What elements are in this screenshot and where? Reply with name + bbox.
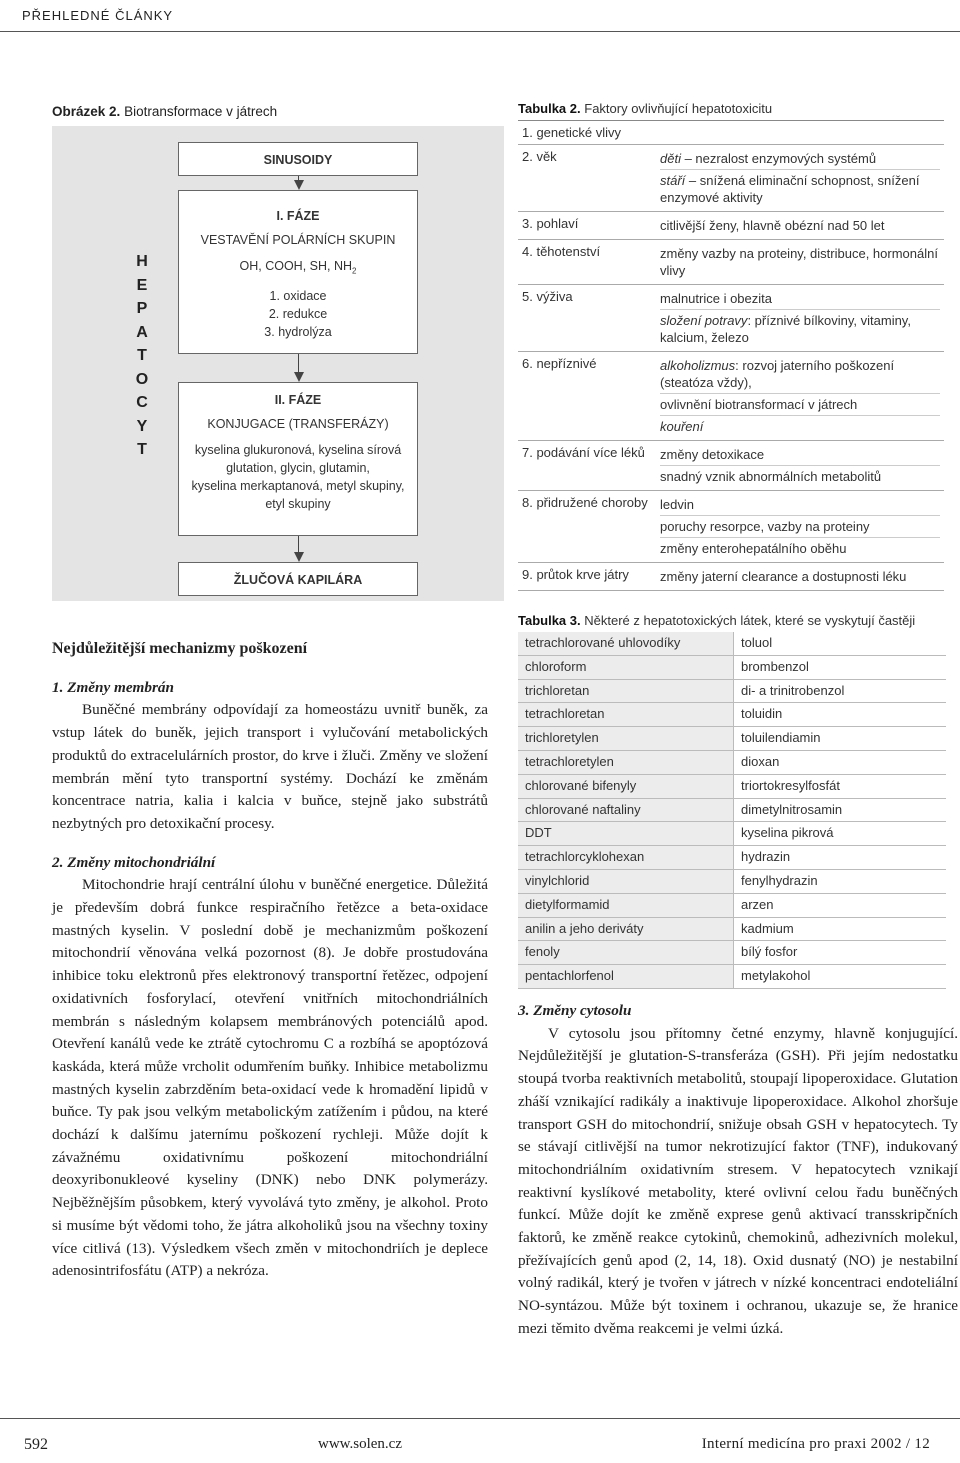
detail-line (660, 566, 940, 587)
detail-text: ledvin (660, 497, 694, 512)
detail-line (660, 393, 940, 415)
detail-text: změny vazby na proteiny, distribuce, hormonální vlivy (660, 246, 938, 278)
faze2-line1: KONJUGACE (TRANSFERÁZY) (207, 417, 389, 431)
zlucova-kapilara-box: ŽLUČOVÁ KAPILÁRA (178, 562, 418, 596)
running-header: PŘEHLEDNÉ ČLÁNKY (22, 8, 174, 23)
side-letter: O (135, 370, 149, 388)
detail-line (660, 309, 940, 348)
table-row (518, 727, 946, 751)
side-letter: P (136, 300, 148, 317)
factor-cell: 3. pohlaví (522, 216, 579, 231)
substance-cell: fenylhydrazin (741, 872, 818, 888)
substance-cell: dioxan (741, 753, 780, 769)
footer-url[interactable]: www.solen.cz (318, 1436, 403, 1452)
faze1-step: 1. oxidace (269, 288, 327, 303)
details-cell (656, 212, 944, 239)
detail-emphasis: složení potravy (660, 313, 748, 328)
detail-text: : příznivé bílkoviny, vitaminy, kalcium, železo (660, 313, 911, 345)
section-heading (52, 852, 488, 875)
substance-cell: vinylchlorid (518, 870, 734, 893)
faze1-groups: OH, COOH, SH, NH (239, 259, 353, 273)
faze1-line1: VESTAVĚNÍ POLÁRNÍCH SKUPIN (200, 233, 396, 247)
detail-text: – snížená eliminační schopnost, snížení enzymové aktivity (660, 173, 920, 205)
section-number: 3. (518, 1002, 530, 1019)
substance-cell: trichloretylen (518, 727, 734, 750)
substance-cell: hydrazin (741, 849, 791, 865)
table-row (518, 703, 946, 727)
table-row (518, 870, 946, 894)
detail-text: změny enterohepatálního oběhu (660, 541, 847, 556)
faze1-line2 (179, 257, 417, 281)
substance-cell: kyselina pikrová (741, 825, 834, 841)
side-letter: C (136, 394, 148, 411)
faze1-box (178, 190, 418, 354)
footer-journal: Interní medicína pro praxi 2002 / 12 (701, 1436, 930, 1452)
substance-cell: dimetylnitrosamin (741, 801, 843, 817)
detail-text: – nezralost enzymových systémů (680, 151, 877, 166)
substance-cell: fenoly (518, 941, 734, 964)
substance-cell: triortokresylfosfát (741, 777, 840, 793)
table-hepatotoxic-substances (518, 610, 946, 989)
page-number: 592 (24, 1436, 48, 1453)
side-letter: Y (136, 417, 148, 435)
factor-cell: 7. podávání více léků (522, 445, 645, 460)
detail-line (660, 537, 940, 559)
section-text: Mitochondrie hrají centrální úlohu v buněčné energetice. Důležitá je především dobrá funkce respiračního řetězce a beta-oxidace mastných kyselin. V poslední době je mechanizmům poškození mitochondrií věnována velká pozornost (8). Je dobře prostudována inhibice toku elektronů přes elektronový transportní řetězec, odpojení oxidativních fosforylací, otevření vnitřních mitochondriálních membrán s následným kolapsem membránových potenciálů apod. Otevření kanálů vede ke ztrátě cytochromu C a rozbíhá se apoptózová kaskáda, která může vrcholit odumřením buňky. Inhibice metabolizmu mastných kyselin zabrzděním beta-oxidací vede k hromadění lipidů v buňce. Ty pak jsou velkým metabolickým zatížením i půdou, na které dochází k dalšímu jaternímu poškození rychleji. Může dojít k závažnému oxidativnímu poškození mitochondriální deoxyribonukleové kyseliny (DNK) nebo DNK polymerázy. Nejběžnějším působkem, který vyvolává tyto změny, je alkohol. Proto si musíme být vědomi toho, že játra alkoholiků jsou na všechny toxiny více citlivá (13). Výsledkem všech změn v mitochondriích je deplece adenosintrifosfátu (ATP) a nekróza. (52, 876, 488, 1280)
section-number: 2. (52, 853, 64, 871)
details-cell (656, 441, 944, 490)
section-title: Změny mitochondriální (67, 853, 216, 871)
table-row (518, 965, 946, 989)
article-heading: Nejdůležitější mechanizmy poškození (52, 640, 308, 657)
arrow-down-icon (294, 180, 304, 190)
table-row (518, 894, 946, 918)
section-heading (52, 677, 488, 700)
substance-cell: toluilendiamin (741, 730, 821, 746)
arrow-down-icon (294, 372, 304, 382)
arrow-line (298, 536, 299, 552)
details-cell (656, 491, 944, 562)
table-row (518, 680, 946, 704)
section-heading (518, 1000, 958, 1023)
detail-emphasis: kouření (660, 419, 704, 434)
substance-cell: trichloretan (518, 680, 734, 703)
section-title: Změny membrán (67, 678, 174, 696)
section-text: V cytosolu jsou přítomny četné enzymy, hlavně konjugující. Nejdůležitější je glutation-S-transferáza (GSH). Při jejím nedostatku stoupá tvorba reaktivních metabolitů, stoupají lipoperoxidace. Glutation zháší vznikající radikály a inaktivuje lipoperoxidace. Alkohol zhoršuje transport GSH do mitochondrií, snižuje obsah GSH v hepatocytech. Ty se stávají citlivější na tumor nekrotizující faktor (TNF), indukovaný mitochondriálním oxidativním stresem. V hepatocytech vznikají reaktivní kyslíkové metabolity, které ovlivní celou řadu buněčných funkcí. Může dojít ke změně exprese genů aktivací transskripčních faktorů, ke změně reakce cytokinů, chemokinů, adhezivních molekul, přežívajících genů apod (2, 14, 18). Oxid dusnatý (NO) je nestabilní volný radikál, který je tvořen v játrech v nízké koncentraci endoteliální NO-syntázou. Může být toxinem i ochranou, ukazuje se, že hranice mezi těmito dvěma reakcemi je velmi úzká. (518, 1024, 958, 1337)
factor-cell: 6. nepříznivé (522, 356, 597, 371)
factor-cell: 5. výživa (522, 289, 573, 304)
table-label: Tabulka 2. (518, 101, 581, 116)
detail-text: poruchy resorpce, vazby na proteiny (660, 519, 870, 534)
faze2-title: II. FÁZE (274, 393, 322, 407)
factor-cell: 8. přidružené choroby (522, 495, 648, 510)
table-row (518, 145, 944, 212)
table-row (518, 751, 946, 775)
substance-cell: arzen (741, 896, 774, 912)
detail-text: malnutrice i obezita (660, 291, 772, 306)
article-left-column (52, 638, 488, 1283)
side-letter: E (136, 276, 148, 294)
table-row (518, 212, 944, 240)
side-letter: T (137, 441, 147, 458)
details-cell (656, 352, 944, 440)
table-row (518, 656, 946, 680)
detail-text: změny jaterní clearance a dostupnosti léku (660, 569, 907, 584)
faze2-line: glutation, glycin, glutamin, (226, 461, 370, 475)
side-letter: T (137, 347, 147, 364)
figure-caption (52, 104, 277, 119)
table-label: Tabulka 3. (518, 613, 581, 628)
detail-text: ovlivnění biotransformací v játrech (660, 397, 858, 412)
section-text: Buněčné membrány odpovídají za homeostázu uvnitř buněk, za vstup látek do buněk, jejich transport i vylučování metabolických produktů do extracelulárních prostor, do krve i žluči. Změny ve složení membrán mění tyto transportní systémy. Dochází ke změnám koncentrace natria, kalia i kalcia v buňce, stejně jako substrátů nezbytných pro detoxikační procesy. (52, 701, 488, 832)
arrow-line (298, 354, 299, 372)
table-row (518, 563, 944, 591)
detail-text: citlivější ženy, hlavně obézní nad 50 let (660, 218, 885, 233)
table-row (518, 121, 944, 145)
substance-cell: brombenzol (741, 658, 809, 674)
substance-cell: tetrachlorované uhlovodíky (518, 632, 734, 655)
detail-text: : rozvoj jaterního poškození (steatóza vždy), (660, 358, 895, 390)
factor-cell: 2. věk (522, 149, 557, 164)
details-cell (656, 563, 944, 590)
faze1-step: 3. hydrolýza (264, 324, 332, 339)
details-cell (656, 285, 944, 351)
hepatocyt-side-label (134, 250, 150, 462)
table-caption (518, 610, 946, 632)
substance-cell: pentachlorfenol (518, 965, 734, 988)
substance-cell: DDT (518, 822, 734, 845)
substance-cell: chloroform (518, 656, 734, 679)
detail-line (660, 444, 940, 465)
details-cell (656, 121, 944, 144)
detail-emphasis: alkoholizmus (660, 358, 736, 373)
table-hepatotoxicity-factors (518, 98, 944, 591)
detail-text: změny detoxikace (660, 447, 765, 462)
substance-cell: kadmium (741, 920, 794, 936)
table-row (518, 799, 946, 823)
table-row (518, 941, 946, 965)
details-cell (656, 240, 944, 284)
faze2-line: kyselina merkaptanová, metyl skupiny, (191, 479, 405, 493)
substance-cell: chlorované bifenyly (518, 775, 734, 798)
detail-line (660, 465, 940, 487)
table-row (518, 285, 944, 352)
table-row (518, 918, 946, 942)
side-letter: A (136, 323, 148, 341)
substance-cell: anilin a jeho deriváty (518, 918, 734, 941)
substance-cell: chlorované naftaliny (518, 799, 734, 822)
table-row (518, 632, 946, 656)
detail-line (660, 148, 940, 169)
table-row (518, 441, 944, 491)
substance-cell: metylakohol (741, 968, 811, 984)
table-title: Některé z hepatotoxických látek, které se vyskytují častěji (584, 613, 916, 628)
sinusoidy-box: SINUSOIDY (178, 142, 418, 176)
article-right-column (518, 1000, 958, 1341)
footer-rule (0, 1418, 960, 1419)
substance-cell: bílý fosfor (741, 944, 798, 960)
detail-line (660, 288, 940, 309)
substance-cell: tetrachloretan (518, 703, 734, 726)
substance-cell: di- a trinitrobenzol (741, 682, 845, 698)
faze2-line: kyselina glukuronová, kyselina sírová (194, 443, 402, 457)
side-letter: H (136, 253, 148, 270)
factor-cell: 1. genetické vlivy (522, 125, 621, 140)
faze2-box (178, 382, 418, 536)
figure-label: Obrázek 2. (52, 104, 121, 119)
figure-biotransformation (52, 90, 504, 602)
table-body (518, 632, 946, 989)
faze1-title: I. FÁZE (276, 209, 320, 223)
detail-line (660, 215, 940, 236)
table-row (518, 240, 944, 285)
section-title: Změny cytosolu (533, 1002, 632, 1019)
substance-cell: tetrachloretylen (518, 751, 734, 774)
table-row (518, 491, 944, 563)
faze1-step: 2. redukce (268, 306, 328, 321)
faze2-line: etyl skupiny (265, 497, 331, 511)
detail-line (660, 494, 940, 515)
detail-emphasis: stáří (660, 173, 686, 188)
figure-title: Biotransformace v játrech (124, 104, 278, 119)
table-row (518, 846, 946, 870)
table-title: Faktory ovlivňující hepatotoxicitu (584, 101, 773, 116)
substance-cell: tetrachlorcyklohexan (518, 846, 734, 869)
substance-cell: toluidin (741, 706, 783, 722)
detail-text: snadný vznik abnormálních metabolitů (660, 469, 882, 484)
detail-line (660, 243, 940, 281)
detail-line (660, 169, 940, 208)
spacer (52, 836, 488, 852)
substance-cell: dietylformamid (518, 894, 734, 917)
details-cell (656, 145, 944, 211)
section-number: 1. (52, 678, 64, 696)
table-body (518, 121, 944, 591)
arrow-down-icon (294, 552, 304, 562)
substance-cell: toluol (741, 635, 773, 650)
header-rule (0, 31, 960, 32)
factor-cell: 4. těhotenství (522, 244, 601, 259)
table-row (518, 775, 946, 799)
faze1-subscript: 2 (352, 266, 357, 276)
detail-line (660, 515, 940, 537)
table-row (518, 822, 946, 846)
table-caption (518, 98, 944, 121)
detail-line (660, 415, 940, 437)
factor-cell: 9. průtok krve játry (522, 567, 629, 582)
detail-line (660, 355, 940, 393)
table-row (518, 352, 944, 441)
detail-emphasis: děti (660, 151, 681, 166)
